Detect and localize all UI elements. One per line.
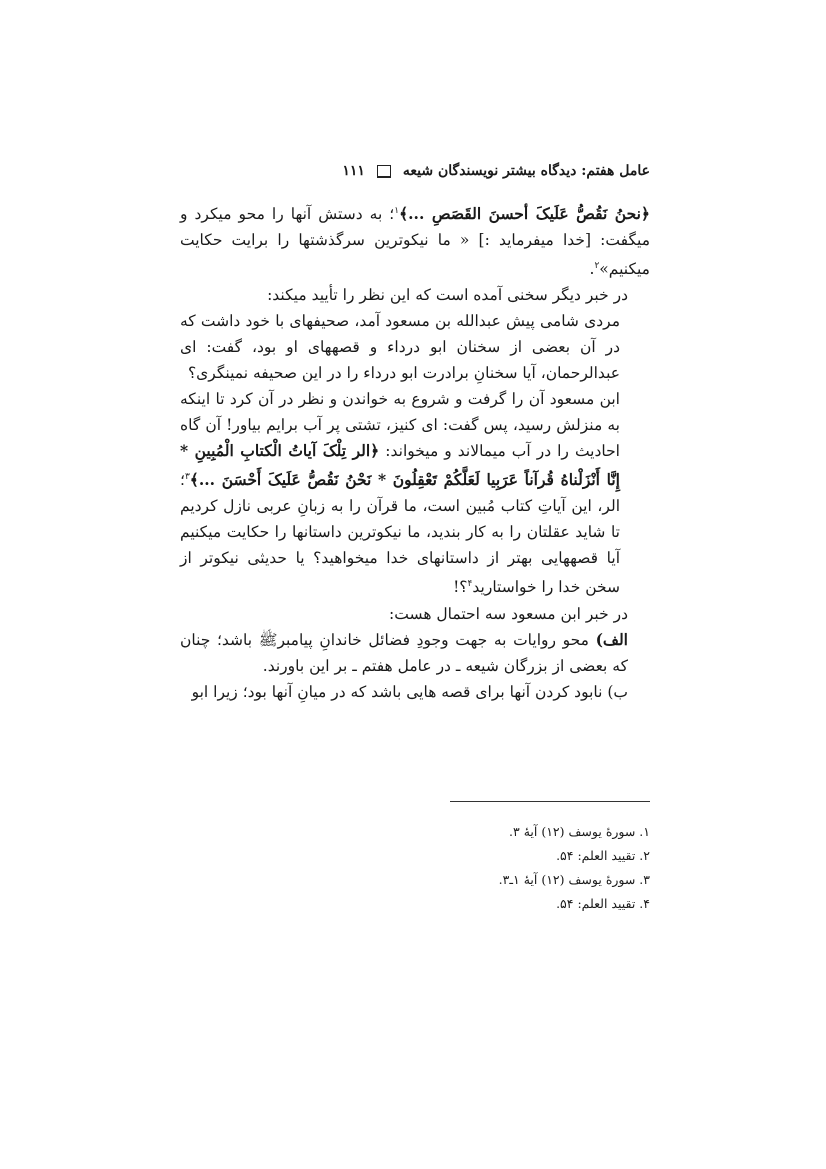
footnotes (420, 820, 650, 916)
paragraph-1: ﴿نحنُ نَقُصُّ عَلَیکَ أحسنَ القَصَصِ ...﴾$^۱$؛ به دستش آنها را محو میکرد و میگفت: [خدا میفرماید :] « ما نیکوترین سرگذشتها را برایت حکایت میکنیم»$^۲$. (180, 204, 650, 279)
paragraph-7: ب) نابود کردن آنها برای قصه هایی باشد که در میانِ آنها بود؛ زیرا ابو (191, 682, 628, 701)
quote-paragraph-2 (180, 386, 650, 600)
main-text (180, 198, 650, 705)
paragraph-6-text: محو روایات به جهت وجودِ فضائل خاندانِ پیامبرﷺ باشد؛ چنان که بعضی از بزرگان شیعه ـ در عامل هفتم ـ بر این باورند. (180, 630, 628, 675)
footnote-ref-4: ۴ (467, 579, 473, 590)
footnote-2: ۲. تقیید العلم: ۵۴. (556, 848, 650, 863)
quote-paragraph-2-end: ؟! (453, 578, 468, 597)
paragraph-5: در خبر ابن مسعود سه احتمال هست: (389, 604, 628, 623)
paragraph-1-text: ؛ به دستش آنها را محو میکرد و میگفت: [خدا میفرماید :] « ما نیکوترین سرگذشتها را برایت حکایت میکنیم» (180, 205, 650, 279)
item-label-alef: الف) (595, 629, 628, 649)
quran-quote-2: ﴿الر تِلْکَ آیاتُ الْکتابِ الْمُبِینِ * إِنَّا أَنْزَلْناهُ قُرآناً عَرَبِیا لَعَلَّکُمْ تَعْقِلُونَ * نَحْنُ نَقُصُّ عَلَیکَ أَحْسَنَ ...﴾ (180, 441, 620, 490)
square-ornament-icon (377, 165, 391, 178)
running-header (180, 158, 650, 184)
quote-paragraph-1: مردی شامی پیش عبدالله بن مسعود آمد، صحیفهای با خود داشت که در آن بعضی از سخنان ابو درداء و قصههای او بود، گفت: ای عبدالرحمان، آیا سخنانِ برادرت ابو درداء را در این صحیفه نمینگری؟ (180, 312, 620, 383)
footnote-1: ۱. سورۀ یوسف (۱۲) آیۀ ۳. (509, 824, 650, 839)
page-number: ۱۱۱ (342, 163, 365, 179)
footnote-3: ۳. سورۀ یوسف (۱۲) آیۀ ۱ـ۳. (498, 872, 650, 887)
footnote-ref-3: ۳ (184, 472, 190, 483)
footnote-4: ۴. تقیید العلم: ۵۴. (556, 896, 650, 911)
footnote-ref-2: ۲ (594, 261, 600, 272)
quote-paragraph-2-rest: ؛ الر، این آیاتِ کتاب مُبین است، ما قرآن را به زبانِ عربی نازل کردیم تا شاید عقلتان را به کار بندید، ما نیکوترین داستانها را حکایت میکنیم آیا قصههایی بهتر از داستانهای خدا میخواهید؟ یا حدیثی نیکوتر از سخن خدا را خواستارید (180, 471, 620, 597)
quran-quote-1: ﴿نحنُ نَقُصُّ عَلَیکَ أحسنَ القَصَصِ ...﴾ (399, 204, 650, 224)
chapter-title: عامل هفتم: دیدگاه بیشتر نویسندگان شیعه (402, 163, 650, 179)
quote-paragraph-2-text: ابن مسعود آن را گرفت و شروع به خواندن و نظر در آن کرد تا اینکه به منزلش رسید، پس گفت: ای کنیز، تشتی پر آب برایم بیاور! آن گاه احادیث را در آب میمالاند و میخواند: (180, 390, 620, 461)
paragraph-6 (180, 627, 650, 679)
footnote-ref-1: ۱ (394, 206, 400, 216)
footnote-divider (450, 801, 650, 802)
paragraph-2: در خبر دیگر سخنی آمده است که این نظر را تأیید میکند: (267, 286, 628, 305)
